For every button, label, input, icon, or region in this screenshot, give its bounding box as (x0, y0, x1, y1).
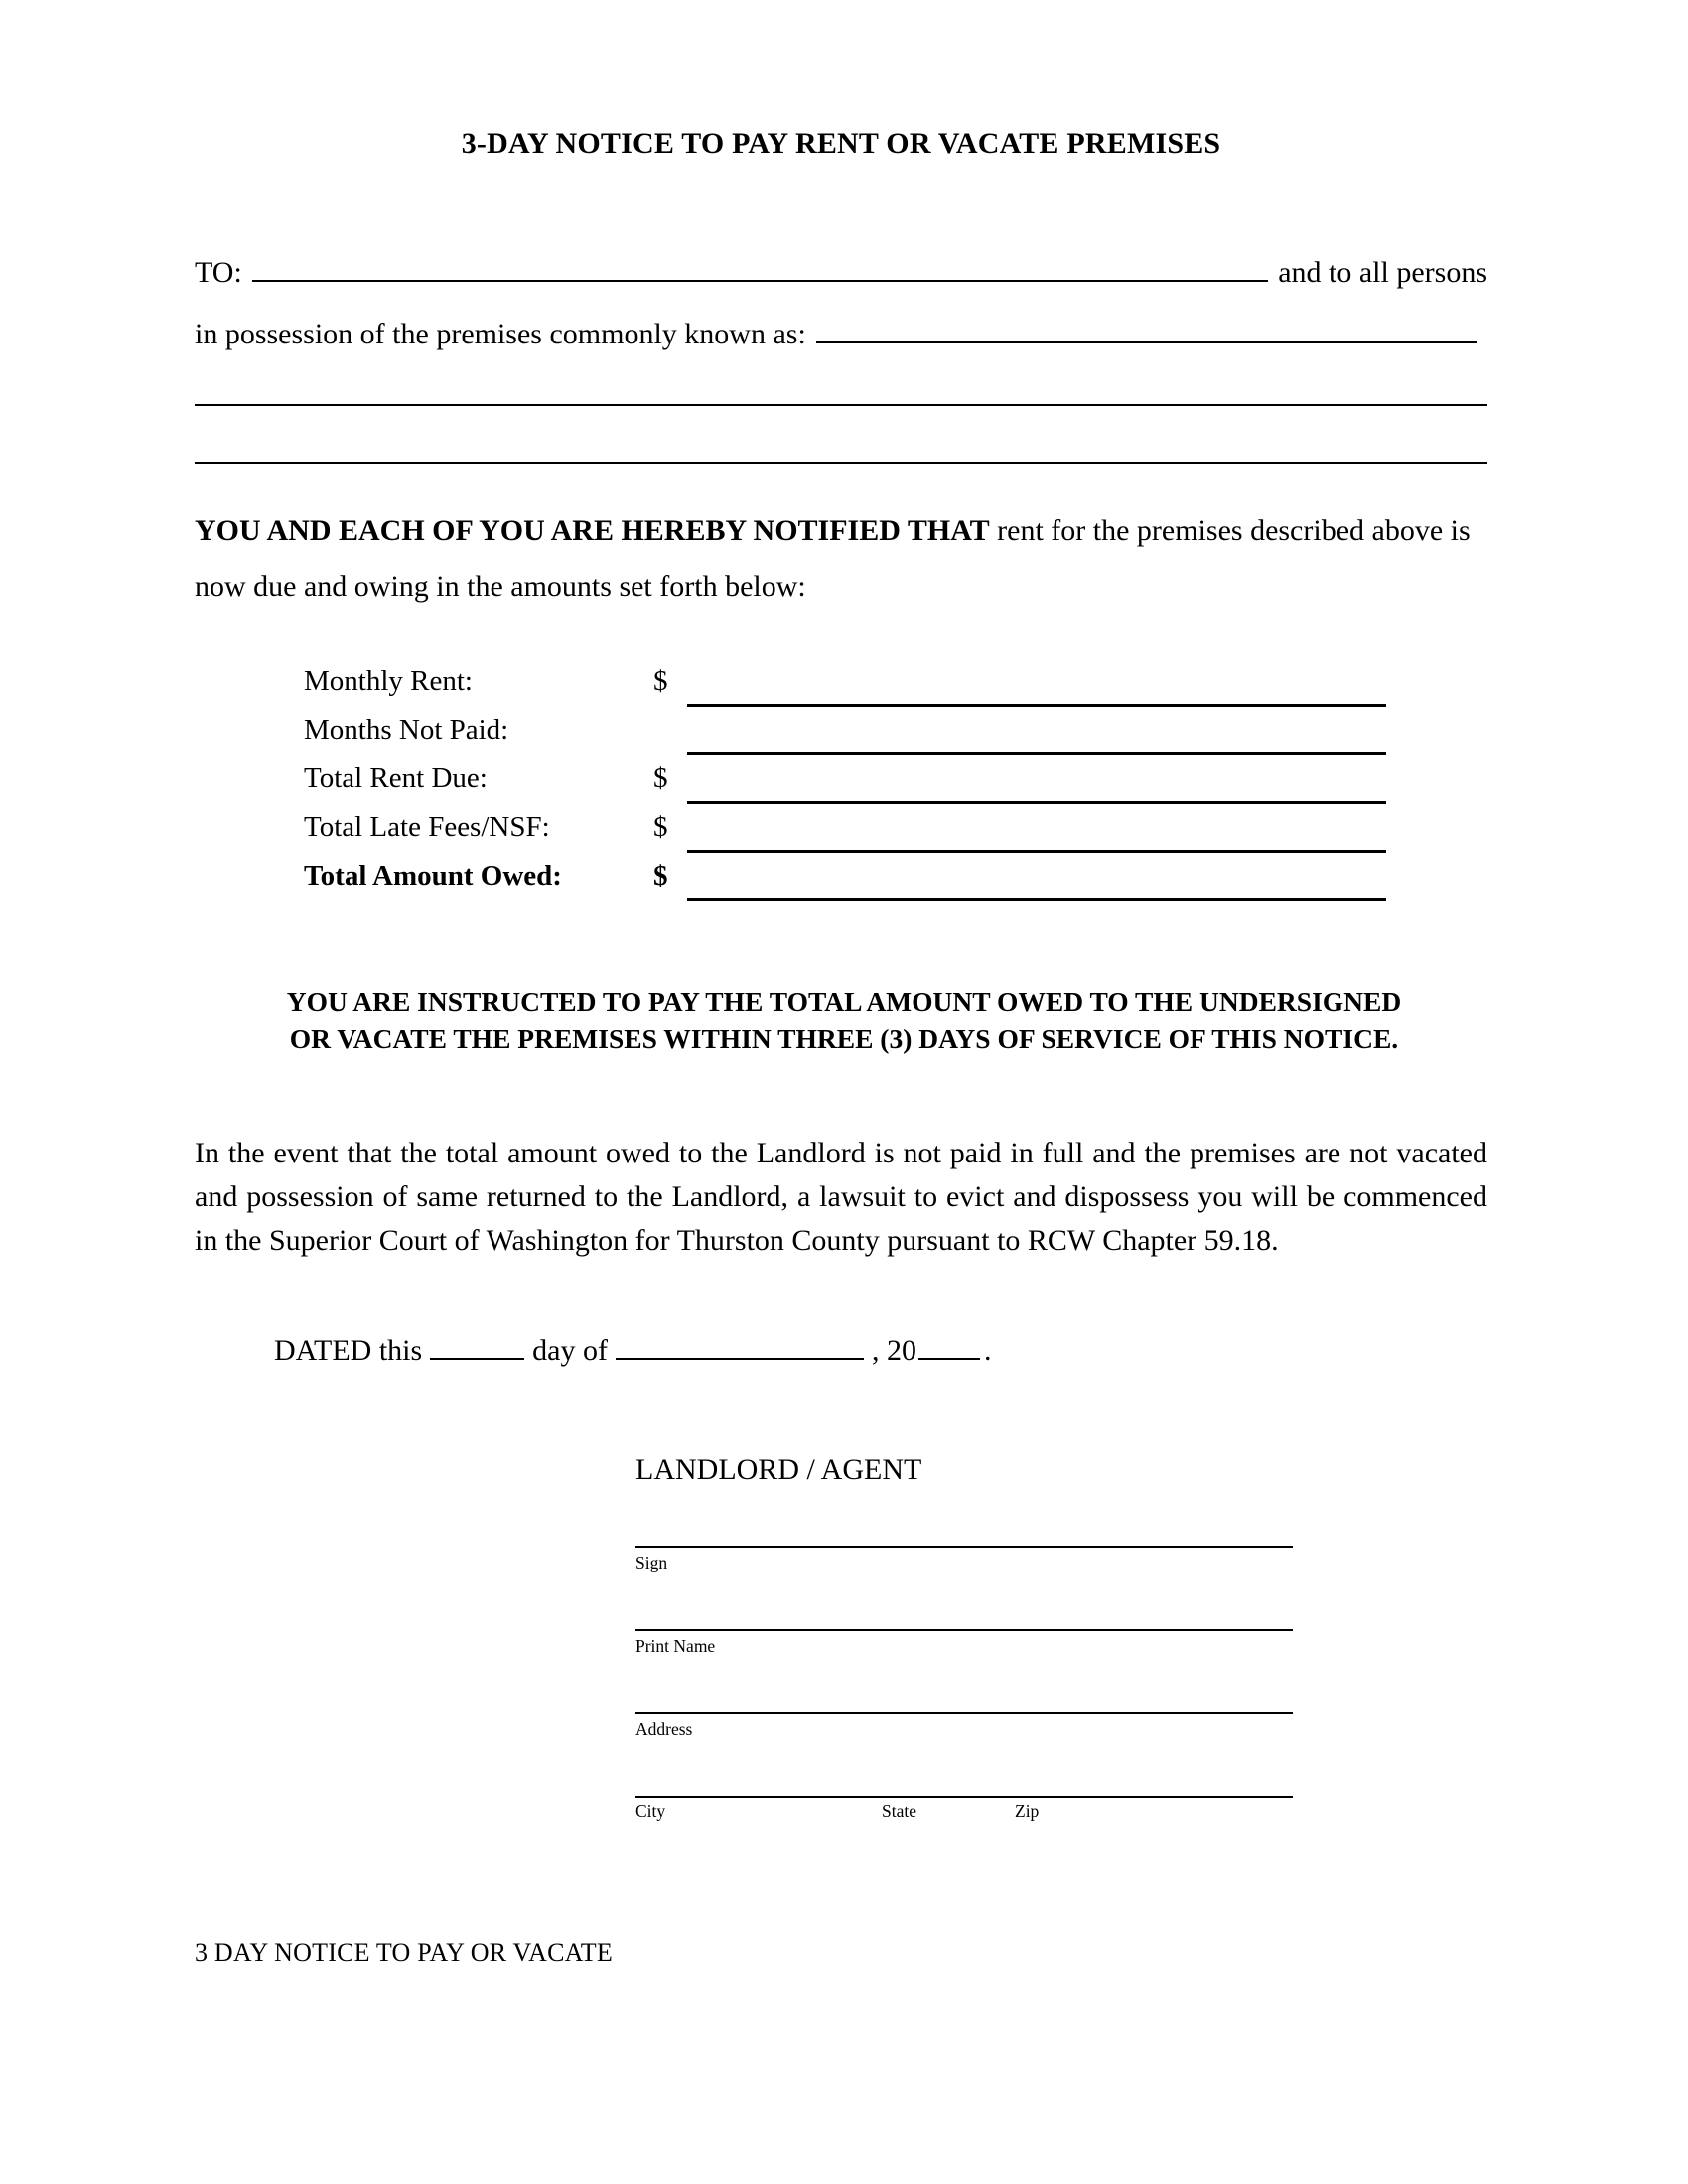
notification-paragraph (195, 503, 1487, 614)
recipient-block (195, 245, 1487, 464)
amount-field-holder-total-rent-due (679, 758, 1386, 798)
city-state-zip-field (635, 1796, 1293, 1822)
premises-label: in possession of the premises commonly known as: (195, 318, 806, 350)
instruction-line-1: YOU ARE INSTRUCTED TO PAY THE TOTAL AMOUNT OWED TO THE UNDERSIGNED (286, 986, 1402, 1017)
city-state-zip-captions (635, 1798, 1293, 1822)
premises-line (195, 307, 1487, 362)
table-row (304, 701, 1386, 750)
event-paragraph: In the event that the total amount owed to the Landlord is not paid in full and the premises are not vacated and possession of same returned to the Landlord, a lawsuit to evict and dispossess you will be commenced in the Superior Court of Washington for Thurston County pursuant to RCW Chapter 59.18. (195, 1137, 1487, 1257)
dated-day-blank[interactable] (430, 1358, 524, 1360)
address-caption: Address (635, 1719, 693, 1739)
currency-symbol-total-late-fees: $ (653, 811, 668, 843)
amount-blank-total-amount-owed[interactable] (687, 898, 1386, 901)
premises-blank-2[interactable] (195, 404, 1487, 406)
page-title: 3-DAY NOTICE TO PAY RENT OR VACATE PREMISES (461, 127, 1221, 160)
dated-prefix: DATED this (274, 1334, 423, 1367)
notification-rest: rent for the premises described above is now due and owing in the amounts set forth below: (195, 514, 1471, 603)
amount-field-holder-total-amount-owed (679, 856, 1386, 895)
instruction-block (211, 983, 1477, 1058)
instruction-line-2: OR VACATE THE PREMISES WITHIN THREE (3) DAYS OF SERVICE OF THIS NOTICE. (289, 1024, 1399, 1054)
notification-bold-lead: YOU AND EACH OF YOU ARE HEREBY NOTIFIED THAT (195, 514, 990, 547)
signature-block (635, 1449, 1293, 1822)
premises-blank-1[interactable] (816, 341, 1477, 343)
amount-field-holder-months-not-paid (679, 710, 1386, 750)
currency-symbol-total-rent-due: $ (653, 762, 668, 794)
amount-field-holder-total-late-fees (679, 807, 1386, 847)
city-caption: City (635, 1801, 666, 1821)
currency-symbol-monthly-rent: $ (653, 665, 668, 697)
dated-year-prefix: , 20 (871, 1334, 916, 1367)
address-field (635, 1712, 1293, 1741)
dated-period: . (983, 1334, 992, 1367)
zip-caption: Zip (1015, 1801, 1040, 1821)
premises-blank-3[interactable] (195, 462, 1487, 464)
currency-symbol-total-amount-owed: $ (653, 860, 668, 891)
document-footer: 3 DAY NOTICE TO PAY OR VACATE (195, 1938, 613, 1967)
table-row (304, 750, 1386, 798)
to-label: TO: (195, 256, 242, 289)
sign-field (635, 1546, 1293, 1574)
print-name-field (635, 1629, 1293, 1658)
table-row (304, 847, 1386, 895)
dated-middle: day of (532, 1334, 608, 1367)
to-line (195, 245, 1487, 301)
to-line-tail: and to all persons (1278, 256, 1487, 289)
signature-heading: LANDLORD / AGENT (635, 1453, 922, 1486)
to-name-blank[interactable] (252, 280, 1268, 282)
print-name-caption: Print Name (635, 1636, 716, 1656)
table-row (304, 652, 1386, 701)
dated-line (274, 1334, 1487, 1368)
sign-caption: Sign (635, 1553, 668, 1572)
amounts-table (304, 652, 1386, 895)
amount-label-months-not-paid: Months Not Paid: (304, 714, 509, 746)
state-caption: State (882, 1801, 916, 1821)
dated-month-blank[interactable] (616, 1358, 864, 1360)
table-row (304, 798, 1386, 847)
amount-label-total-amount-owed: Total Amount Owed: (304, 860, 562, 891)
amount-label-total-late-fees: Total Late Fees/NSF: (304, 811, 550, 843)
document-content (195, 0, 1487, 1368)
amount-label-monthly-rent: Monthly Rent: (304, 665, 473, 697)
amount-field-holder-monthly-rent (679, 661, 1386, 701)
dated-year-blank[interactable] (918, 1358, 980, 1360)
amount-label-total-rent-due: Total Rent Due: (304, 762, 488, 794)
